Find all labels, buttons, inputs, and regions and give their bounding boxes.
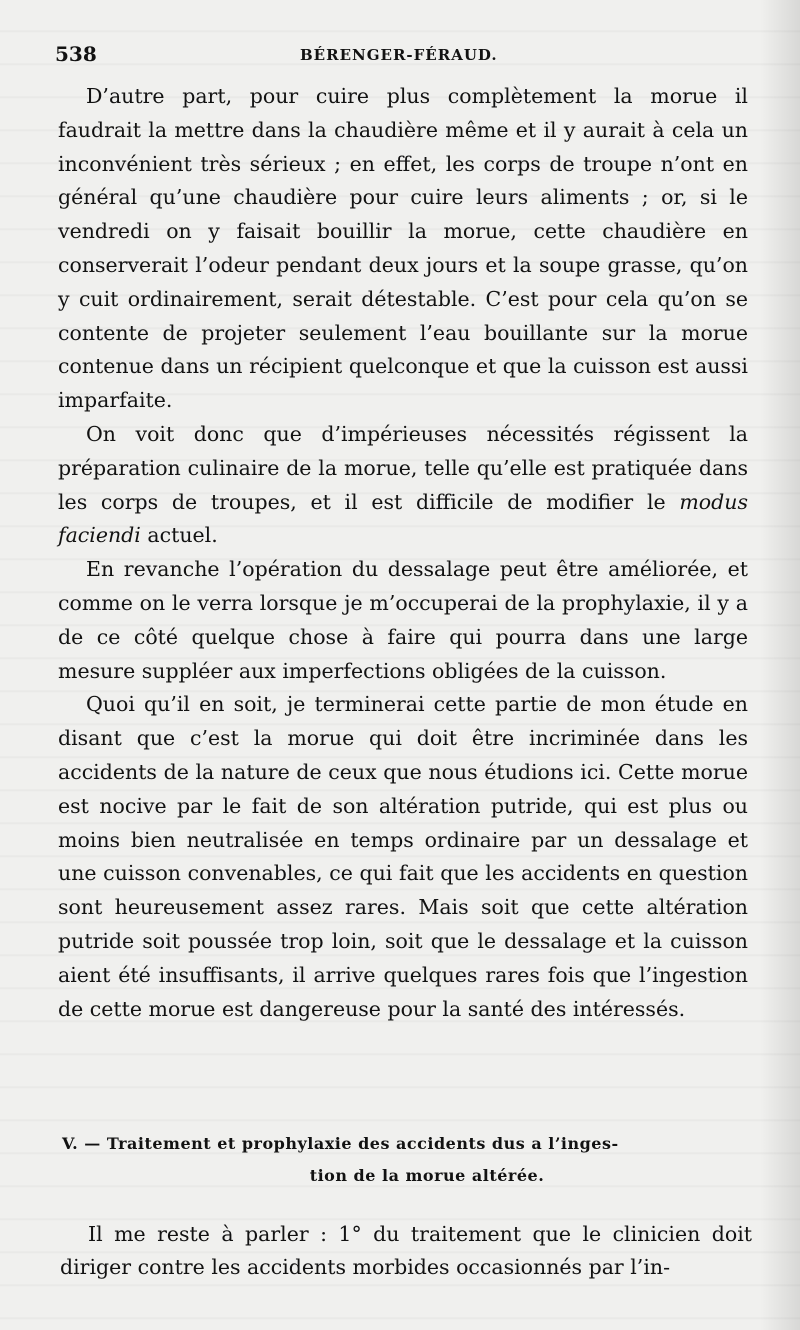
- body-text: [58, 80, 748, 1026]
- paragraph-2-end: actuel.: [140, 523, 218, 548]
- paragraph-2-italic: modus faciendi: [58, 489, 748, 548]
- section-heading: [62, 1128, 752, 1192]
- closing-paragraph: [60, 1218, 752, 1284]
- section-heading-line-2: tion de la morue altérée.: [309, 1166, 545, 1185]
- page-edge-shadow: [760, 0, 800, 1330]
- paragraph-5: Il me reste à parler : 1° du traitement que le clinicien doit diriger contre les accidents morbides occasionnés par l’in-: [60, 1222, 752, 1279]
- page-number: 538: [55, 42, 97, 66]
- paragraph-2-text: On voit donc que d’impérieuses nécessités régissent la préparation culinaire de la morue, telle qu’elle est pratiquée dans les corps de troupes, et il est difficile de modifier le: [58, 421, 748, 514]
- running-head: BÉRENGER-FÉRAUD.: [300, 46, 498, 64]
- page-header: [55, 42, 755, 72]
- paragraph-2: [58, 418, 748, 553]
- section-heading-line-1: V. — Traitement et prophylaxie des accidents dus a l’inges-: [62, 1134, 619, 1153]
- paragraph-3: En revanche l’opération du dessalage peut être améliorée, et comme on le verra lorsque je m’occuperai de la prophylaxie, il y a de ce côté quelque chose à faire qui pourra dans une large mesure suppléer aux imperfections obligées de la cuisson.: [58, 557, 748, 683]
- paragraph-4: Quoi qu’il en soit, je terminerai cette partie de mon étude en disant que c’est la morue qui doit être incriminée dans les accidents de la nature de ceux que nous étudions ici. Cette morue est nocive par le fait de son altération putride, qui est plus ou moins bien neutralisée en temps ordinaire par un dessalage et une cuisson convenables, ce qui fait que les accidents en question sont heureusement assez rares. Mais soit que cette altération putride soit poussée trop loin, soit que le dessalage et la cuisson aient été insuffisants, il arrive quelques rares fois que l’ingestion de cette morue est dangereuse pour la santé des intéressés.: [58, 692, 748, 1021]
- paragraph-1: D’autre part, pour cuire plus complètement la morue il faudrait la mettre dans la chaudière même et il y aurait à cela un inconvénient très sérieux ; en effet, les corps de troupe n’ont en général qu’une chaudière pour cuire leurs aliments ; or, si le vendredi on y faisait bouillir la morue, cette chaudière en conserverait l’odeur pendant deux jours et la soupe grasse, qu’on y cuit ordinairement, serait détestable. C’est pour cela qu’on se contente de projeter seulement l’eau bouillante sur la morue contenue dans un récipient quelconque et que la cuisson est aussi imparfaite.: [58, 84, 748, 413]
